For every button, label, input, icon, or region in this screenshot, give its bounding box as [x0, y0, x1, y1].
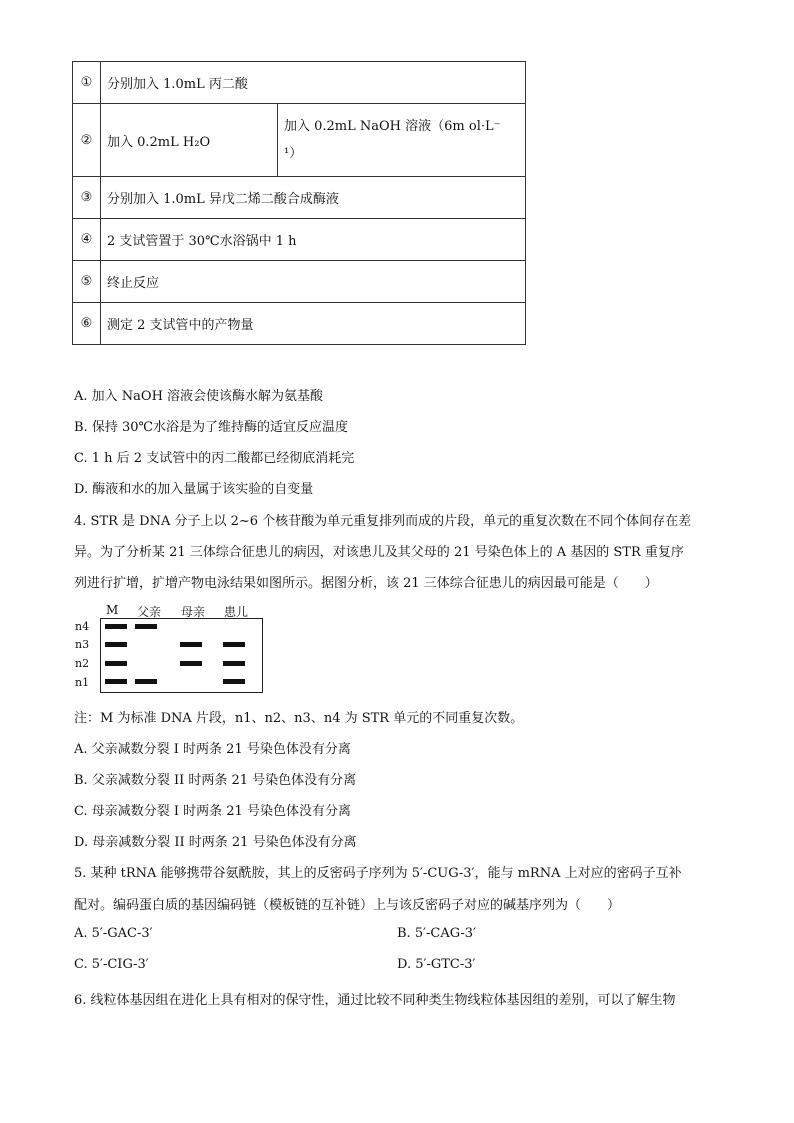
table-row: [73, 177, 526, 219]
gel-band: [105, 661, 127, 666]
step-number: ①: [73, 62, 101, 104]
gel-band: [223, 679, 245, 684]
q5-option-d: D. 5′-GTC-3′: [397, 957, 476, 972]
procedure-table: [72, 61, 526, 345]
q4-text-line1: 4. STR 是 DNA 分子上以 2~6 个核苷酸为单元重复排列而成的片段，单元的重复次数在不同个体间存在差: [74, 514, 692, 529]
step-number: ②: [73, 104, 101, 177]
row-label-n3: n3: [75, 638, 90, 651]
table-row: [73, 261, 526, 303]
q3-option-b: B. 保持 30℃水浴是为了维持酶的适宜反应温度: [74, 420, 349, 435]
step-text-naoh: [278, 104, 526, 177]
table-row: [73, 303, 526, 345]
gel-band: [180, 661, 202, 666]
q4-option-d: D. 母亲减数分裂 II 时两条 21 号染色体没有分离: [74, 835, 357, 850]
q5-option-b: B. 5′-CAG-3′: [397, 926, 477, 941]
q5-text-line1: 5. 某种 tRNA 能够携带谷氨酰胺，其上的反密码子序列为 5′-CUG-3′，能与 mRNA 上对应的密码子互补: [74, 866, 682, 881]
gel-box: [100, 618, 263, 693]
gel-band: [223, 661, 245, 666]
q4-note: 注：M 为标准 DNA 片段，n1、n2、n3、n4 为 STR 单元的不同重复次数。: [74, 711, 524, 726]
step-text: 测定 2 支试管中的产物量: [101, 303, 526, 345]
row-label-n1: n1: [75, 676, 90, 689]
q4-text-line3: 列进行扩增，扩增产物电泳结果如图所示。据图分析，该 21 三体综合征患儿的病因最可能是（ ）: [74, 576, 658, 591]
step-text-naoh-line1: 加入 0.2mL NaOH 溶液（6m ol·L⁻: [284, 119, 501, 134]
step-number: ⑥: [73, 303, 101, 345]
table-row: [73, 104, 526, 177]
step-text: 2 支试管置于 30℃水浴锅中 1 h: [101, 219, 526, 261]
step-number: ④: [73, 219, 101, 261]
gel-band: [180, 642, 202, 647]
lane-label-m: M: [106, 603, 119, 617]
q4-option-a: A. 父亲减数分裂 I 时两条 21 号染色体没有分离: [74, 742, 351, 757]
step-number: ③: [73, 177, 101, 219]
q5-option-c: C. 5′-CIG-3′: [74, 957, 149, 972]
table-row: [73, 62, 526, 104]
lane-label-father: 父亲: [137, 605, 162, 619]
step-text: 分别加入 1.0mL 丙二酸: [101, 62, 526, 104]
q6-text-line1: 6. 线粒体基因组在进化上具有相对的保守性，通过比较不同种类生物线粒体基因组的差别，可以了解生物: [74, 993, 676, 1008]
gel-band: [105, 679, 127, 684]
lane-label-mother: 母亲: [181, 605, 206, 619]
lane-label-patient: 患儿: [224, 605, 249, 619]
row-label-n4: n4: [75, 620, 90, 633]
gel-band: [135, 679, 157, 684]
q3-option-d: D. 酶液和水的加入量属于该实验的自变量: [74, 482, 314, 497]
q5-option-a: A. 5′-GAC-3′: [74, 926, 153, 941]
gel-band: [105, 624, 127, 629]
step-text-naoh-line2: ¹）: [284, 146, 303, 161]
q5-text-line2: 配对。编码蛋白质的基因编码链（模板链的互补链）上与该反密码子对应的碱基序列为（ ）: [74, 898, 621, 913]
row-label-n2: n2: [75, 657, 90, 670]
table-row: [73, 219, 526, 261]
step-text: 分别加入 1.0mL 异戊二烯二酸合成酶液: [101, 177, 526, 219]
gel-band: [105, 642, 127, 647]
gel-band: [223, 642, 245, 647]
step-text: 终止反应: [101, 261, 526, 303]
q3-option-c: C. 1 h 后 2 支试管中的丙二酸都已经彻底消耗完: [74, 451, 355, 466]
q4-option-b: B. 父亲减数分裂 II 时两条 21 号染色体没有分离: [74, 773, 357, 788]
q4-option-c: C. 母亲减数分裂 I 时两条 21 号染色体没有分离: [74, 804, 351, 819]
gel-band: [135, 624, 157, 629]
step-text-water: 加入 0.2mL H₂O: [101, 104, 278, 177]
step-number: ⑤: [73, 261, 101, 303]
q3-option-a: A. 加入 NaOH 溶液会使该酶水解为氨基酸: [74, 389, 324, 404]
q4-text-line2: 异。为了分析某 21 三体综合征患儿的病因，对该患儿及其父母的 21 号染色体上的 A 基因的 STR 重复序: [74, 545, 684, 560]
